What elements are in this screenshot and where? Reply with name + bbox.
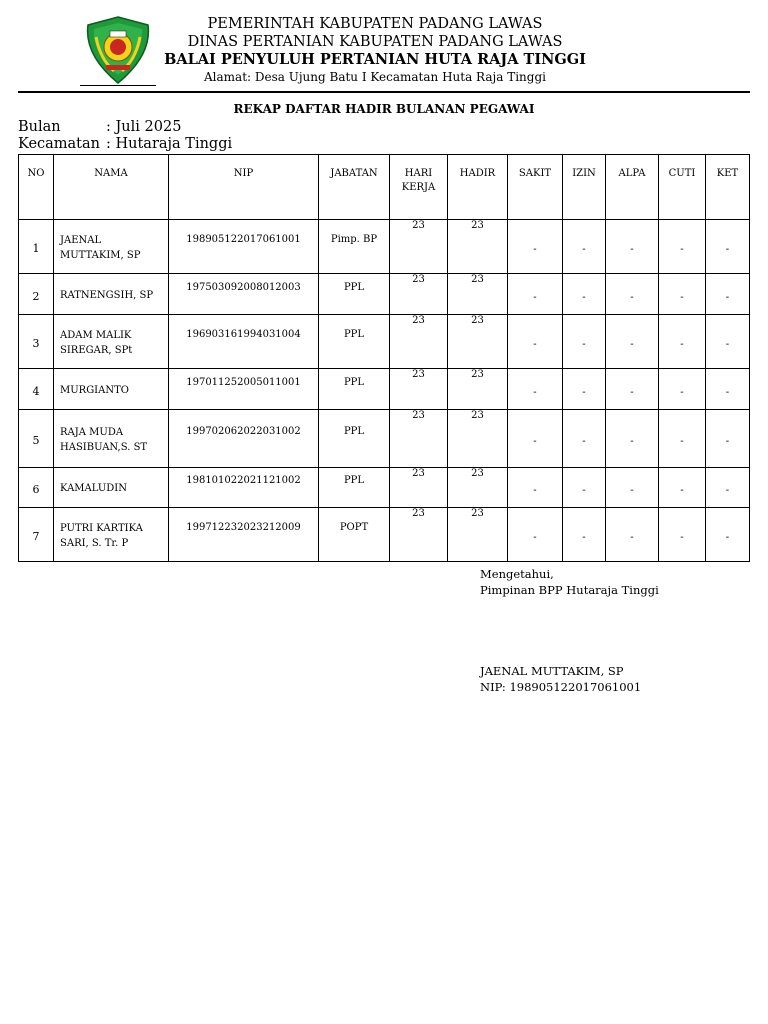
cell-sakit: - [508, 274, 563, 315]
cell-sakit: - [508, 220, 563, 274]
cell-no: 4 [19, 369, 54, 410]
cell-nama-line-1: MURGIANTO [60, 384, 129, 396]
cell-hadir: 23 [448, 274, 508, 315]
cell-izin: - [563, 410, 606, 468]
cell-alpa: - [606, 410, 659, 468]
cell-nama [54, 410, 169, 468]
meta-kecamatan-label: Kecamatan [18, 136, 100, 152]
cell-hari-kerja: 23 [390, 508, 448, 562]
cell-nip: 198101022021121002 [169, 468, 319, 508]
table-row [19, 410, 750, 468]
table-header-row [19, 155, 750, 220]
meta-bulan [18, 118, 181, 136]
cell-sakit: - [508, 369, 563, 410]
letterhead-rule [18, 91, 750, 93]
cell-hari-kerja: 23 [390, 410, 448, 468]
table-row [19, 369, 750, 410]
cell-nama [54, 468, 169, 508]
cell-jabatan: PPL [319, 410, 390, 468]
cell-izin: - [563, 274, 606, 315]
cell-sakit: - [508, 468, 563, 508]
col-alpa: ALPA [606, 155, 659, 220]
cell-ket: - [706, 369, 750, 410]
cell-alpa: - [606, 315, 659, 369]
cell-sakit: - [508, 410, 563, 468]
cell-nama-line-1: ADAM MALIK [60, 329, 132, 341]
cell-cuti: - [659, 410, 706, 468]
cell-nama [54, 274, 169, 315]
cell-no: 2 [19, 274, 54, 315]
table-row [19, 220, 750, 274]
cell-hadir: 23 [448, 220, 508, 274]
col-ket: KET [706, 155, 750, 220]
cell-no: 5 [19, 410, 54, 468]
cell-nama-line-1: KAMALUDIN [60, 483, 127, 494]
col-hari-kerja-line-2: KERJA [401, 182, 436, 193]
cell-hadir: 23 [448, 369, 508, 410]
table-row [19, 468, 750, 508]
cell-nama [54, 220, 169, 274]
cell-ket: - [706, 220, 750, 274]
cell-jabatan: PPL [319, 274, 390, 315]
cell-ket: - [706, 508, 750, 562]
cell-no: 1 [19, 220, 54, 274]
signature-position: Pimpinan BPP Hutaraja Tinggi [480, 583, 659, 597]
letterhead-line-1: PEMERINTAH KABUPATEN PADANG LAWAS [207, 16, 543, 32]
cell-hari-kerja: 23 [390, 369, 448, 410]
cell-nama [54, 369, 169, 410]
cell-sakit: - [508, 315, 563, 369]
cell-nama [54, 315, 169, 369]
cell-no: 3 [19, 315, 54, 369]
cell-hari-kerja: 23 [390, 220, 448, 274]
meta-kecamatan-value: : Hutaraja Tinggi [106, 136, 233, 152]
cell-ket: - [706, 410, 750, 468]
cell-nip: 199702062022031002 [169, 410, 319, 468]
cell-hadir: 23 [448, 315, 508, 369]
cell-cuti: - [659, 508, 706, 562]
cell-jabatan: POPT [319, 508, 390, 562]
table-row [19, 274, 750, 315]
col-nip: NIP [169, 155, 319, 220]
cell-ket: - [706, 468, 750, 508]
col-sakit: SAKIT [508, 155, 563, 220]
cell-hari-kerja: 23 [390, 468, 448, 508]
letterhead [160, 15, 590, 85]
cell-alpa: - [606, 369, 659, 410]
cell-nama-line-1: JAENAL [60, 234, 102, 246]
meta-bulan-value: : Juli 2025 [106, 119, 182, 135]
col-izin: IZIN [563, 155, 606, 220]
cell-hadir: 23 [448, 508, 508, 562]
col-hari-kerja-line-1: HARI [404, 168, 433, 179]
cell-cuti: - [659, 315, 706, 369]
cell-jabatan: Pimp. BP [319, 220, 390, 274]
cell-nip: 197011252005011001 [169, 369, 319, 410]
cell-nama-line-1: RAJA MUDA [60, 426, 124, 438]
meta-bulan-label: Bulan [18, 119, 61, 135]
regency-emblem-icon [80, 15, 156, 85]
cell-cuti: - [659, 274, 706, 315]
cell-nama-line-2: SIREGAR, SPt [60, 344, 133, 356]
cell-nama-line-2: SARI, S. Tr. P [60, 537, 129, 549]
col-nama: NAMA [54, 155, 169, 220]
cell-nip: 197503092008012003 [169, 274, 319, 315]
logo-underline [80, 85, 156, 86]
col-jabatan: JABATAN [319, 155, 390, 220]
col-hadir: HADIR [448, 155, 508, 220]
cell-nama-line-1: PUTRI KARTIKA [60, 522, 143, 534]
cell-cuti: - [659, 369, 706, 410]
signature-name: JAENAL MUTTAKIM, SP [480, 664, 624, 678]
cell-nip: 199712232023212009 [169, 508, 319, 562]
cell-nama [54, 508, 169, 562]
cell-jabatan: PPL [319, 369, 390, 410]
cell-nip: 198905122017061001 [169, 220, 319, 274]
cell-izin: - [563, 508, 606, 562]
cell-ket: - [706, 315, 750, 369]
cell-alpa: - [606, 468, 659, 508]
table-row [19, 315, 750, 369]
letterhead-line-2: DINAS PERTANIAN KABUPATEN PADANG LAWAS [187, 34, 563, 50]
cell-hadir: 23 [448, 410, 508, 468]
cell-nama-line-1: RATNENGSIH, SP [60, 289, 154, 301]
cell-ket: - [706, 274, 750, 315]
cell-nama-line-2: HASIBUAN,S. ST [60, 441, 148, 453]
cell-izin: - [563, 315, 606, 369]
cell-alpa: - [606, 274, 659, 315]
cell-alpa: - [606, 508, 659, 562]
attendance-table [18, 154, 750, 562]
cell-hari-kerja: 23 [390, 315, 448, 369]
letterhead-address: Alamat: Desa Ujung Batu I Kecamatan Huta Raja Tinggi [204, 70, 546, 84]
cell-no: 7 [19, 508, 54, 562]
col-no: NO [19, 155, 54, 220]
cell-nip: 196903161994031004 [169, 315, 319, 369]
cell-jabatan: PPL [319, 315, 390, 369]
cell-hadir: 23 [448, 468, 508, 508]
col-cuti: CUTI [659, 155, 706, 220]
document-title: REKAP DAFTAR HADIR BULANAN PEGAWAI [233, 102, 535, 116]
cell-izin: - [563, 220, 606, 274]
signature-nip: NIP: 198905122017061001 [480, 680, 642, 694]
col-hari-kerja [390, 155, 448, 220]
letterhead-line-3: BALAI PENYULUH PERTANIAN HUTA RAJA TINGGI [164, 51, 586, 68]
table-row [19, 508, 750, 562]
signature-acknowledged: Mengetahui, [480, 567, 554, 581]
cell-jabatan: PPL [319, 468, 390, 508]
cell-sakit: - [508, 508, 563, 562]
cell-hari-kerja: 23 [390, 274, 448, 315]
cell-nama-line-2: MUTTAKIM, SP [60, 249, 141, 261]
cell-cuti: - [659, 220, 706, 274]
cell-alpa: - [606, 220, 659, 274]
meta-kecamatan [18, 135, 232, 153]
cell-cuti: - [659, 468, 706, 508]
cell-izin: - [563, 369, 606, 410]
cell-izin: - [563, 468, 606, 508]
cell-no: 6 [19, 468, 54, 508]
